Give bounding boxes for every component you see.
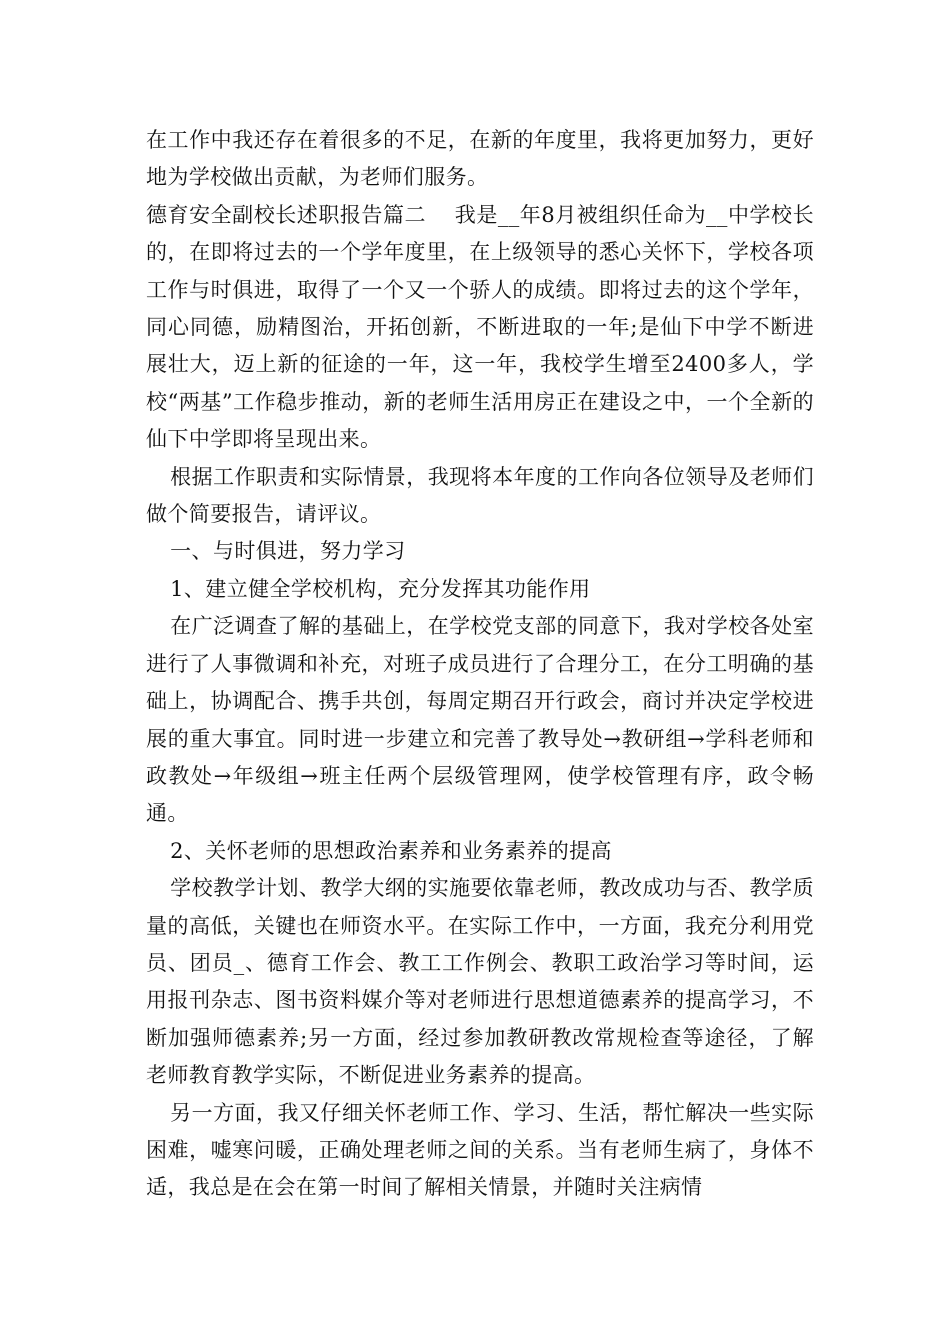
paragraph-teacher-quality: 学校教学计划、教学大纲的实施要依靠老师，教改成功与否、教学质量的高低，关键也在师资水平。在实际工作中，一方面，我充分利用党员、团员_、德育工作会、教工工作例会、教职工政治学习等时间，运用报刊杂志、图书资料媒介等对老师进行思想道德素养的提高学习，不断加强师德素养;另一方面，经过参加教研教改常规检查等途径，了解老师教育教学实际，不断促进业务素养的提高。 (146, 876, 814, 1088)
subsection-heading-1: 1、建立健全学校机构，充分发挥其功能作用 (170, 576, 591, 601)
section-heading-1: 一、与时俱进，努力学习 (170, 539, 406, 564)
paragraph-institution-building: 在广泛调查了解的基础上，在学校党支部的同意下，我对学校各处室进行了人事微调和补充，对班子成员进行了合理分工，在分工明确的基础上，协调配合、携手共创，每周定期召开行政会，商讨并决定学校进展的重大事宜。同时进一步建立和完善了教导处→教研组→学科老师和政教处→年级组→班主任两个层级管理网，使学校管理有序，政令畅通。 (146, 614, 814, 826)
subsection-heading-2: 2、关怀老师的思想政治素养和业务素养的提高 (170, 838, 612, 863)
paragraph-report-intro: 德育安全副校长述职报告篇二 我是__年8月被组织任命为__中学校长的，在即将过去的一个学年度里，在上级领导的悉心关怀下，学校各项工作与时俱进，取得了一个又一个骄人的成绩。即将过去的这个学年，同心同德，励精图治，开拓创新，不断进取的一年;是仙下中学不断进展壮大，迈上新的征途的一年，这一年，我校学生增至2400多人，学校“两基”工作稳步推动，新的老师生活用房正在建设之中，一个全新的仙下中学即将呈现出来。 (146, 202, 814, 452)
paragraph-closing-previous: 在工作中我还存在着很多的不足，在新的年度里，我将更加努力，更好地为学校做出贡献，为老师们服务。 (146, 128, 814, 190)
paragraph-report-purpose: 根据工作职责和实际情景，我现将本年度的工作向各位领导及老师们做个简要报告，请评议。 (146, 464, 814, 527)
paragraph-teacher-care: 另一方面，我又仔细关怀老师工作、学习、生活，帮忙解决一些实际困难，嘘寒问暖，正确处理老师之间的关系。当有老师生病了，身体不适，我总是在会在第一时间了解相关情景，并随时关注病情 (146, 1100, 814, 1200)
document-body (146, 122, 814, 1207)
